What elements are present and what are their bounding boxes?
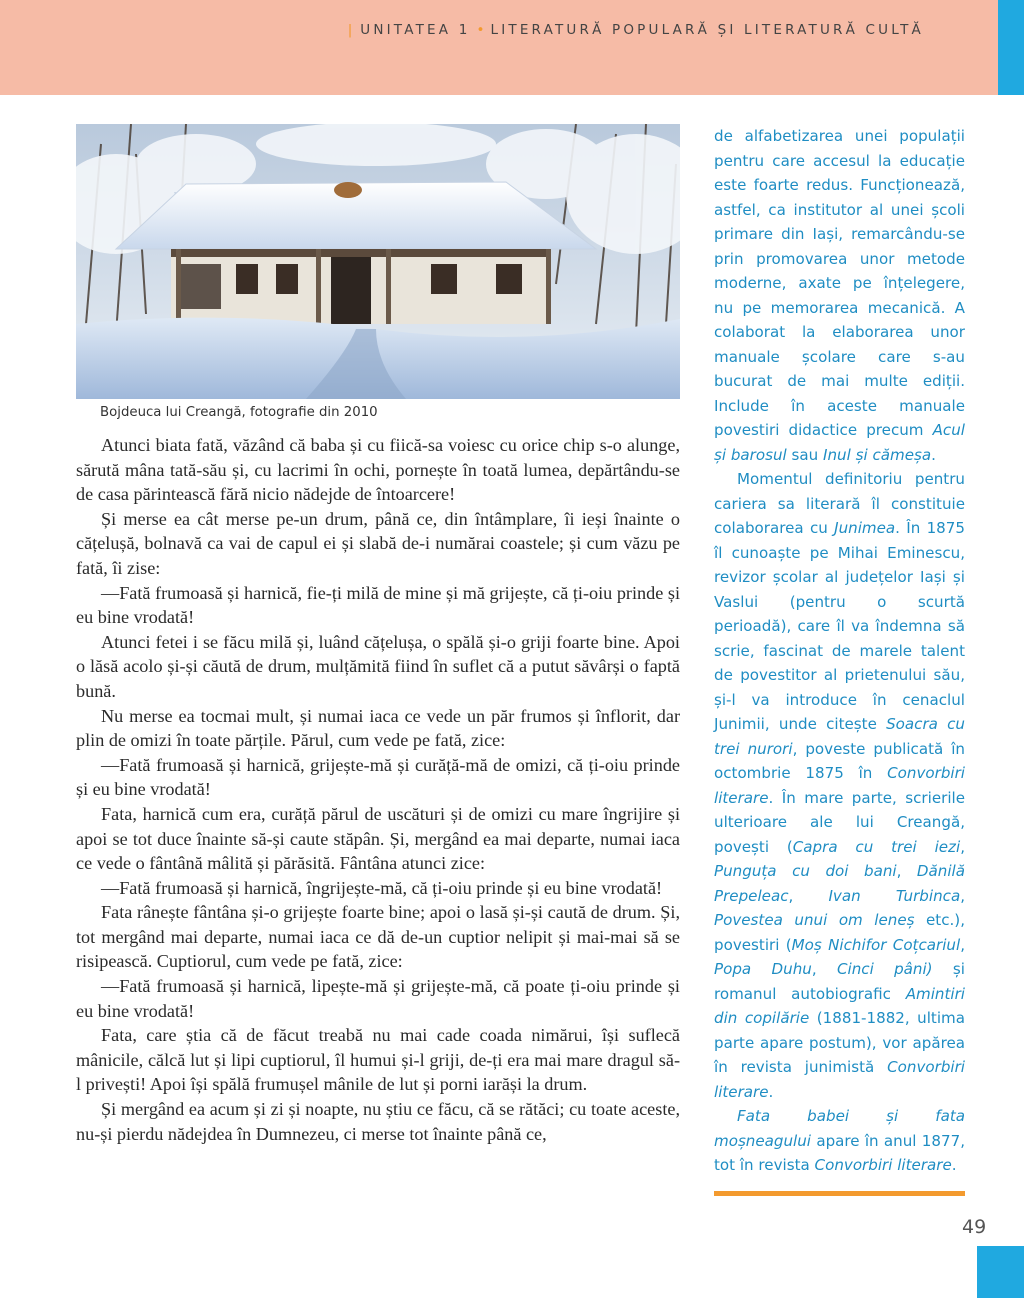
sidebar-text: de alfabetizarea unei populații pentru care accesul la educație este foarte redus. Funcționează, astfel, ca institutor al unei școli primare din Iași, remarcându-se prin promovarea unor metode moderne, axate pe înțelegere, nu pe memorarea mecanică. A colaborat la elaborarea unor manuale școlare care s-au bucurat de mai multe ediții. Include în aceste manuale povestiri didactice precum [714,127,965,439]
corner-tab-bottom [977,1246,1024,1298]
sidebar-italic-title: Dănilă Prepeleac [714,862,965,905]
story-paragraph: Fata rânește fântâna și-o grijește foarte bine; apoi o lasă și-și caută de drum. Și, tot mergând mai departe, numai iaca ce dă de-un cuptior nelipit și mai-mai să se risipească. Cuptiorul, cum vede pe fată, zice: [76,902,680,972]
sidebar-text: , [960,886,965,905]
sidebar-text: Momentul definitoriu pentru cariera sa literară îl constituie colaborarea cu [714,470,965,537]
sidebar-text: sau [786,445,824,464]
sidebar-text: apare în anul 1877, tot în revista [714,1131,965,1174]
story-paragraph: —Fată frumoasă și harnică, îngrijește-mă, că ți-oiu prinde și eu bine vrodată! [101,877,663,898]
sidebar-italic-title: Junimea [834,519,896,537]
running-header [348,22,924,38]
sidebar-italic-title: Fata babei și fata moșneagului [714,1107,965,1150]
sidebar-text: și romanul autobiografic [714,960,965,1003]
sidebar-text: . În 1875 îl cunoaște pe Mihai Eminescu, revizor școlar al județelor Iași și Vaslui (pentru o scurtă perioadă), care îl va îndemna să scrie, fascinat de marele talent de povestitor al prietenului său, și-l va introduce în cenaclul Junimii, unde citește [714,519,965,733]
page-number: 49 [962,1216,987,1238]
story-paragraph: Și mergând ea acum și zi și noapte, nu știu ce făcu, că se rătăci; cu toate aceste, nu-și pierdu nădejdea în Dumnezeu, ci merse tot înainte până ce, [76,1099,680,1144]
story-paragraph: Atunci fetei i se făcu milă și, luând cățelușa, o spălă și-o griji foarte bine. Apoi o lăsă acolo și-și căută de drum, mulțămită fiind în suflet că a putut săvârși o faptă bună. [76,631,680,701]
sidebar-italic-title: Ivan Turbinca [828,886,961,905]
sidebar-text: . În mare parte, scrierile ulterioare ale lui Creangă, povești ( [714,788,965,856]
story-paragraph: Nu merse ea tocmai mult, și numai iaca ce vede un păr frumos și înflorit, dar plin de omizi în toate părțile. Părul, cum vede pe fată, zice: [76,705,680,751]
sidebar-italic-title: Capra cu trei iezi [792,837,961,856]
sidebar-text: , [811,960,837,978]
sidebar-text: etc.), povestiri ( [714,911,965,954]
house-photo [76,124,680,399]
story-paragraph: Atunci biata fată, văzând că baba și cu fiică-sa voiesc cu orice chip s-o alunge, sărută mâna tată-său și, cu lacrimi în ochi, pornește în toată lumea, depărtându-se de casa părintească fără nicio nădejde de întoarcere! [76,435,680,505]
sidebar-italic-title: Cinci pâni) [836,960,933,978]
sidebar-text: , [960,837,965,856]
sidebar-italic-title: Convorbiri literare [814,1156,952,1174]
sidebar-italic-title: Povestea unui om leneș [714,911,915,929]
sidebar-paragraph-3 [714,1104,965,1178]
sidebar-italic-title: Soacra cu trei nurori [714,715,965,758]
sidebar-paragraph-1 [714,124,965,467]
sidebar-text: . [951,1156,957,1174]
sidebar-text: , [896,862,917,880]
sidebar-italic-title: Amintiri din copilărie [714,984,965,1027]
sidebar-italic-title: Convorbiri literare [714,1058,965,1101]
header-unit: UNITATEA 1 [360,22,471,38]
snowy-house-image [76,124,680,399]
author-sidebar [714,124,965,1178]
sidebar-bottom-rule [714,1191,965,1196]
photo-caption: Bojdeuca lui Creangă, fotografie din 2010 [100,405,378,420]
story-paragraph: Fata, harnică cum era, curăță părul de uscături și de omizi cu mare îngrijire și apoi se tot duce înainte să-și caute stăpân. Și, mergând ea mai departe, numai iaca ce vede o fântână mâlită și părăsită. Fântâna atunci zice: [76,803,680,874]
story-paragraph: —Fată frumoasă și harnică, lipește-mă și grijește-mă, că poate ți-oiu prinde și eu bine vrodată! [76,976,680,1021]
sidebar-text: . [931,445,936,464]
story-paragraph: —Fată frumoasă și harnică, fie-ți milă de mine și mă grijește, că ți-oiu prinde și eu bine vrodată! [76,582,680,628]
header-title: LITERATURĂ POPULARĂ ȘI LITERATURĂ CULTĂ [490,22,924,38]
sidebar-italic-title: Moș Nichifor Coțcariul [791,935,961,954]
header-band [0,0,998,95]
sidebar-text: , poveste publicată în octombrie 1875 în [714,739,965,782]
sidebar-text: (1881-1882, ultima parte apare postum), vor apărea în revista junimistă [714,1009,965,1076]
story-paragraph: Fata, care știa că de făcut treabă nu mai cade coada nimărui, își suflecă mânicile, călcă lut și lipi cuptiorul, îl humui și-l griji, de-ți era mai mare dragul să-l privești! Apoi își spălă frumușel mânile de lut și porni iarăși la drum. [76,1025,680,1095]
sidebar-text: . [768,1082,774,1101]
header-separator-dot: • [476,22,485,38]
sidebar-italic-title: Punguța cu doi bani [714,862,897,880]
corner-tab-top [998,0,1024,95]
sidebar-text: , [788,886,829,905]
sidebar-italic-title: Inul și cămeșa [823,445,932,464]
story-paragraph: Și merse ea cât merse pe-un drum, până ce, din întâmplare, îi ieși înainte o cățelușă, bolnavă ca vai de capul ei și slabă de-i numărai coastele; și cum văzu pe fată, îi zise: [76,508,680,578]
sidebar-italic-title: Convorbiri literare [714,764,965,807]
sidebar-italic-title: Popa Duhu [714,960,812,978]
story-paragraph: —Fată frumoasă și harnică, grijește-mă și curăță-mă de omizi, că ți-oiu prinde și eu bine vrodată! [76,754,680,800]
header-bar-mark: | [347,22,353,38]
sidebar-text: , [960,935,965,954]
main-story-text [76,433,680,1146]
sidebar-paragraph-2 [714,467,965,1104]
sidebar-italic-title: Acul și barosul [714,421,965,464]
